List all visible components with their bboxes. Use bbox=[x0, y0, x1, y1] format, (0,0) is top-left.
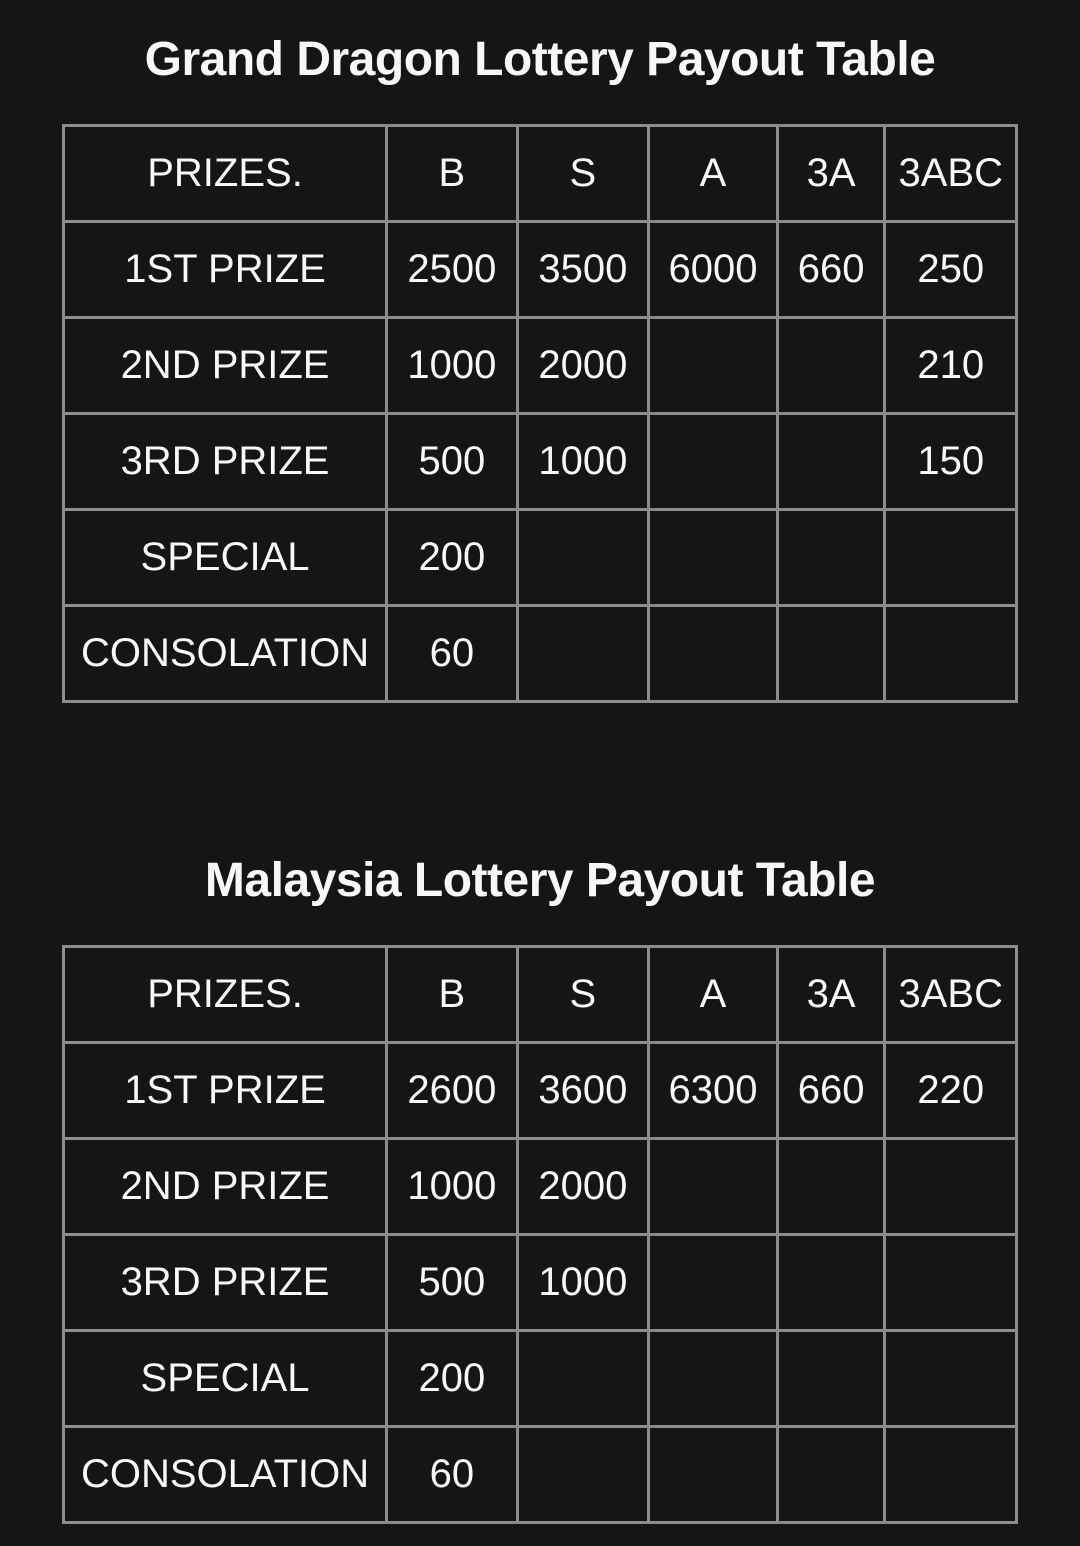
payout-value-cell: 660 bbox=[777, 222, 885, 318]
payout-value-cell bbox=[777, 510, 885, 606]
payout-value-cell bbox=[777, 606, 885, 702]
payout-value-cell: 2000 bbox=[517, 1139, 649, 1235]
payout-value-cell: 250 bbox=[885, 222, 1017, 318]
payout-value-cell: 200 bbox=[387, 510, 518, 606]
payout-value-cell bbox=[777, 1331, 885, 1427]
payout-value-cell: 660 bbox=[777, 1043, 885, 1139]
malaysia-section bbox=[62, 703, 1018, 1524]
payout-value-cell bbox=[649, 606, 778, 702]
table-row bbox=[64, 1139, 1017, 1235]
payout-value-cell: 3600 bbox=[517, 1043, 649, 1139]
table-row bbox=[64, 606, 1017, 702]
payout-value-cell: 150 bbox=[885, 414, 1017, 510]
prize-label-cell: 2ND PRIZE bbox=[64, 1139, 387, 1235]
header-row bbox=[64, 947, 1017, 1043]
column-header: 3A bbox=[777, 947, 885, 1043]
payout-value-cell: 500 bbox=[387, 1235, 518, 1331]
column-header: B bbox=[387, 947, 518, 1043]
prize-label-cell: 1ST PRIZE bbox=[64, 222, 387, 318]
payout-value-cell bbox=[649, 1235, 778, 1331]
prize-label-cell: SPECIAL bbox=[64, 1331, 387, 1427]
prize-label-cell: 3RD PRIZE bbox=[64, 414, 387, 510]
payout-value-cell: 6300 bbox=[649, 1043, 778, 1139]
column-header: A bbox=[649, 947, 778, 1043]
payout-value-cell bbox=[885, 1331, 1017, 1427]
payout-value-cell bbox=[777, 1139, 885, 1235]
grand-dragon-section bbox=[62, 0, 1018, 703]
payout-value-cell: 500 bbox=[387, 414, 518, 510]
payout-value-cell: 2600 bbox=[387, 1043, 518, 1139]
payout-value-cell: 210 bbox=[885, 318, 1017, 414]
table-row bbox=[64, 1427, 1017, 1523]
prize-label-cell: 1ST PRIZE bbox=[64, 1043, 387, 1139]
column-header: S bbox=[517, 126, 649, 222]
table-row bbox=[64, 1331, 1017, 1427]
prize-label-cell: SPECIAL bbox=[64, 510, 387, 606]
payout-value-cell bbox=[885, 1139, 1017, 1235]
column-header: 3ABC bbox=[885, 947, 1017, 1043]
payout-value-cell bbox=[885, 1427, 1017, 1523]
payout-value-cell bbox=[649, 318, 778, 414]
payout-value-cell bbox=[649, 1139, 778, 1235]
payout-value-cell bbox=[517, 1331, 649, 1427]
payout-value-cell: 1000 bbox=[517, 414, 649, 510]
payout-value-cell bbox=[885, 510, 1017, 606]
payout-value-cell bbox=[517, 606, 649, 702]
column-header: 3ABC bbox=[885, 126, 1017, 222]
column-header: B bbox=[387, 126, 518, 222]
table-row bbox=[64, 510, 1017, 606]
payout-value-cell: 6000 bbox=[649, 222, 778, 318]
prizes-column-header: PRIZES. bbox=[64, 126, 387, 222]
payout-value-cell bbox=[649, 510, 778, 606]
payout-value-cell: 2000 bbox=[517, 318, 649, 414]
payout-value-cell: 60 bbox=[387, 1427, 518, 1523]
payout-value-cell: 200 bbox=[387, 1331, 518, 1427]
payout-value-cell bbox=[649, 1331, 778, 1427]
column-header: 3A bbox=[777, 126, 885, 222]
column-header: A bbox=[649, 126, 778, 222]
grand-dragon-table-title: Grand Dragon Lottery Payout Table bbox=[144, 33, 936, 86]
table-row bbox=[64, 1235, 1017, 1331]
table-row bbox=[64, 318, 1017, 414]
prize-label-cell: 2ND PRIZE bbox=[64, 318, 387, 414]
table-row bbox=[64, 222, 1017, 318]
payout-value-cell bbox=[885, 1235, 1017, 1331]
prize-label-cell: CONSOLATION bbox=[64, 606, 387, 702]
payout-value-cell bbox=[517, 1427, 649, 1523]
payout-value-cell bbox=[777, 318, 885, 414]
prizes-column-header: PRIZES. bbox=[64, 947, 387, 1043]
grand-dragon-payout-table bbox=[62, 124, 1018, 703]
table-row bbox=[64, 414, 1017, 510]
payout-value-cell bbox=[777, 414, 885, 510]
payout-value-cell: 1000 bbox=[387, 1139, 518, 1235]
payout-value-cell bbox=[649, 414, 778, 510]
table-row bbox=[64, 1043, 1017, 1139]
prize-label-cell: 3RD PRIZE bbox=[64, 1235, 387, 1331]
header-row bbox=[64, 126, 1017, 222]
malaysia-table-title: Malaysia Lottery Payout Table bbox=[204, 854, 876, 907]
payout-value-cell bbox=[885, 606, 1017, 702]
payout-value-cell bbox=[517, 510, 649, 606]
payout-value-cell: 60 bbox=[387, 606, 518, 702]
payout-value-cell: 220 bbox=[885, 1043, 1017, 1139]
payout-value-cell bbox=[777, 1427, 885, 1523]
prize-label-cell: CONSOLATION bbox=[64, 1427, 387, 1523]
malaysia-payout-table bbox=[62, 945, 1018, 1524]
payout-value-cell: 1000 bbox=[387, 318, 518, 414]
payout-value-cell bbox=[777, 1235, 885, 1331]
payout-value-cell: 3500 bbox=[517, 222, 649, 318]
column-header: S bbox=[517, 947, 649, 1043]
payout-value-cell: 1000 bbox=[517, 1235, 649, 1331]
payout-value-cell: 2500 bbox=[387, 222, 518, 318]
payout-value-cell bbox=[649, 1427, 778, 1523]
